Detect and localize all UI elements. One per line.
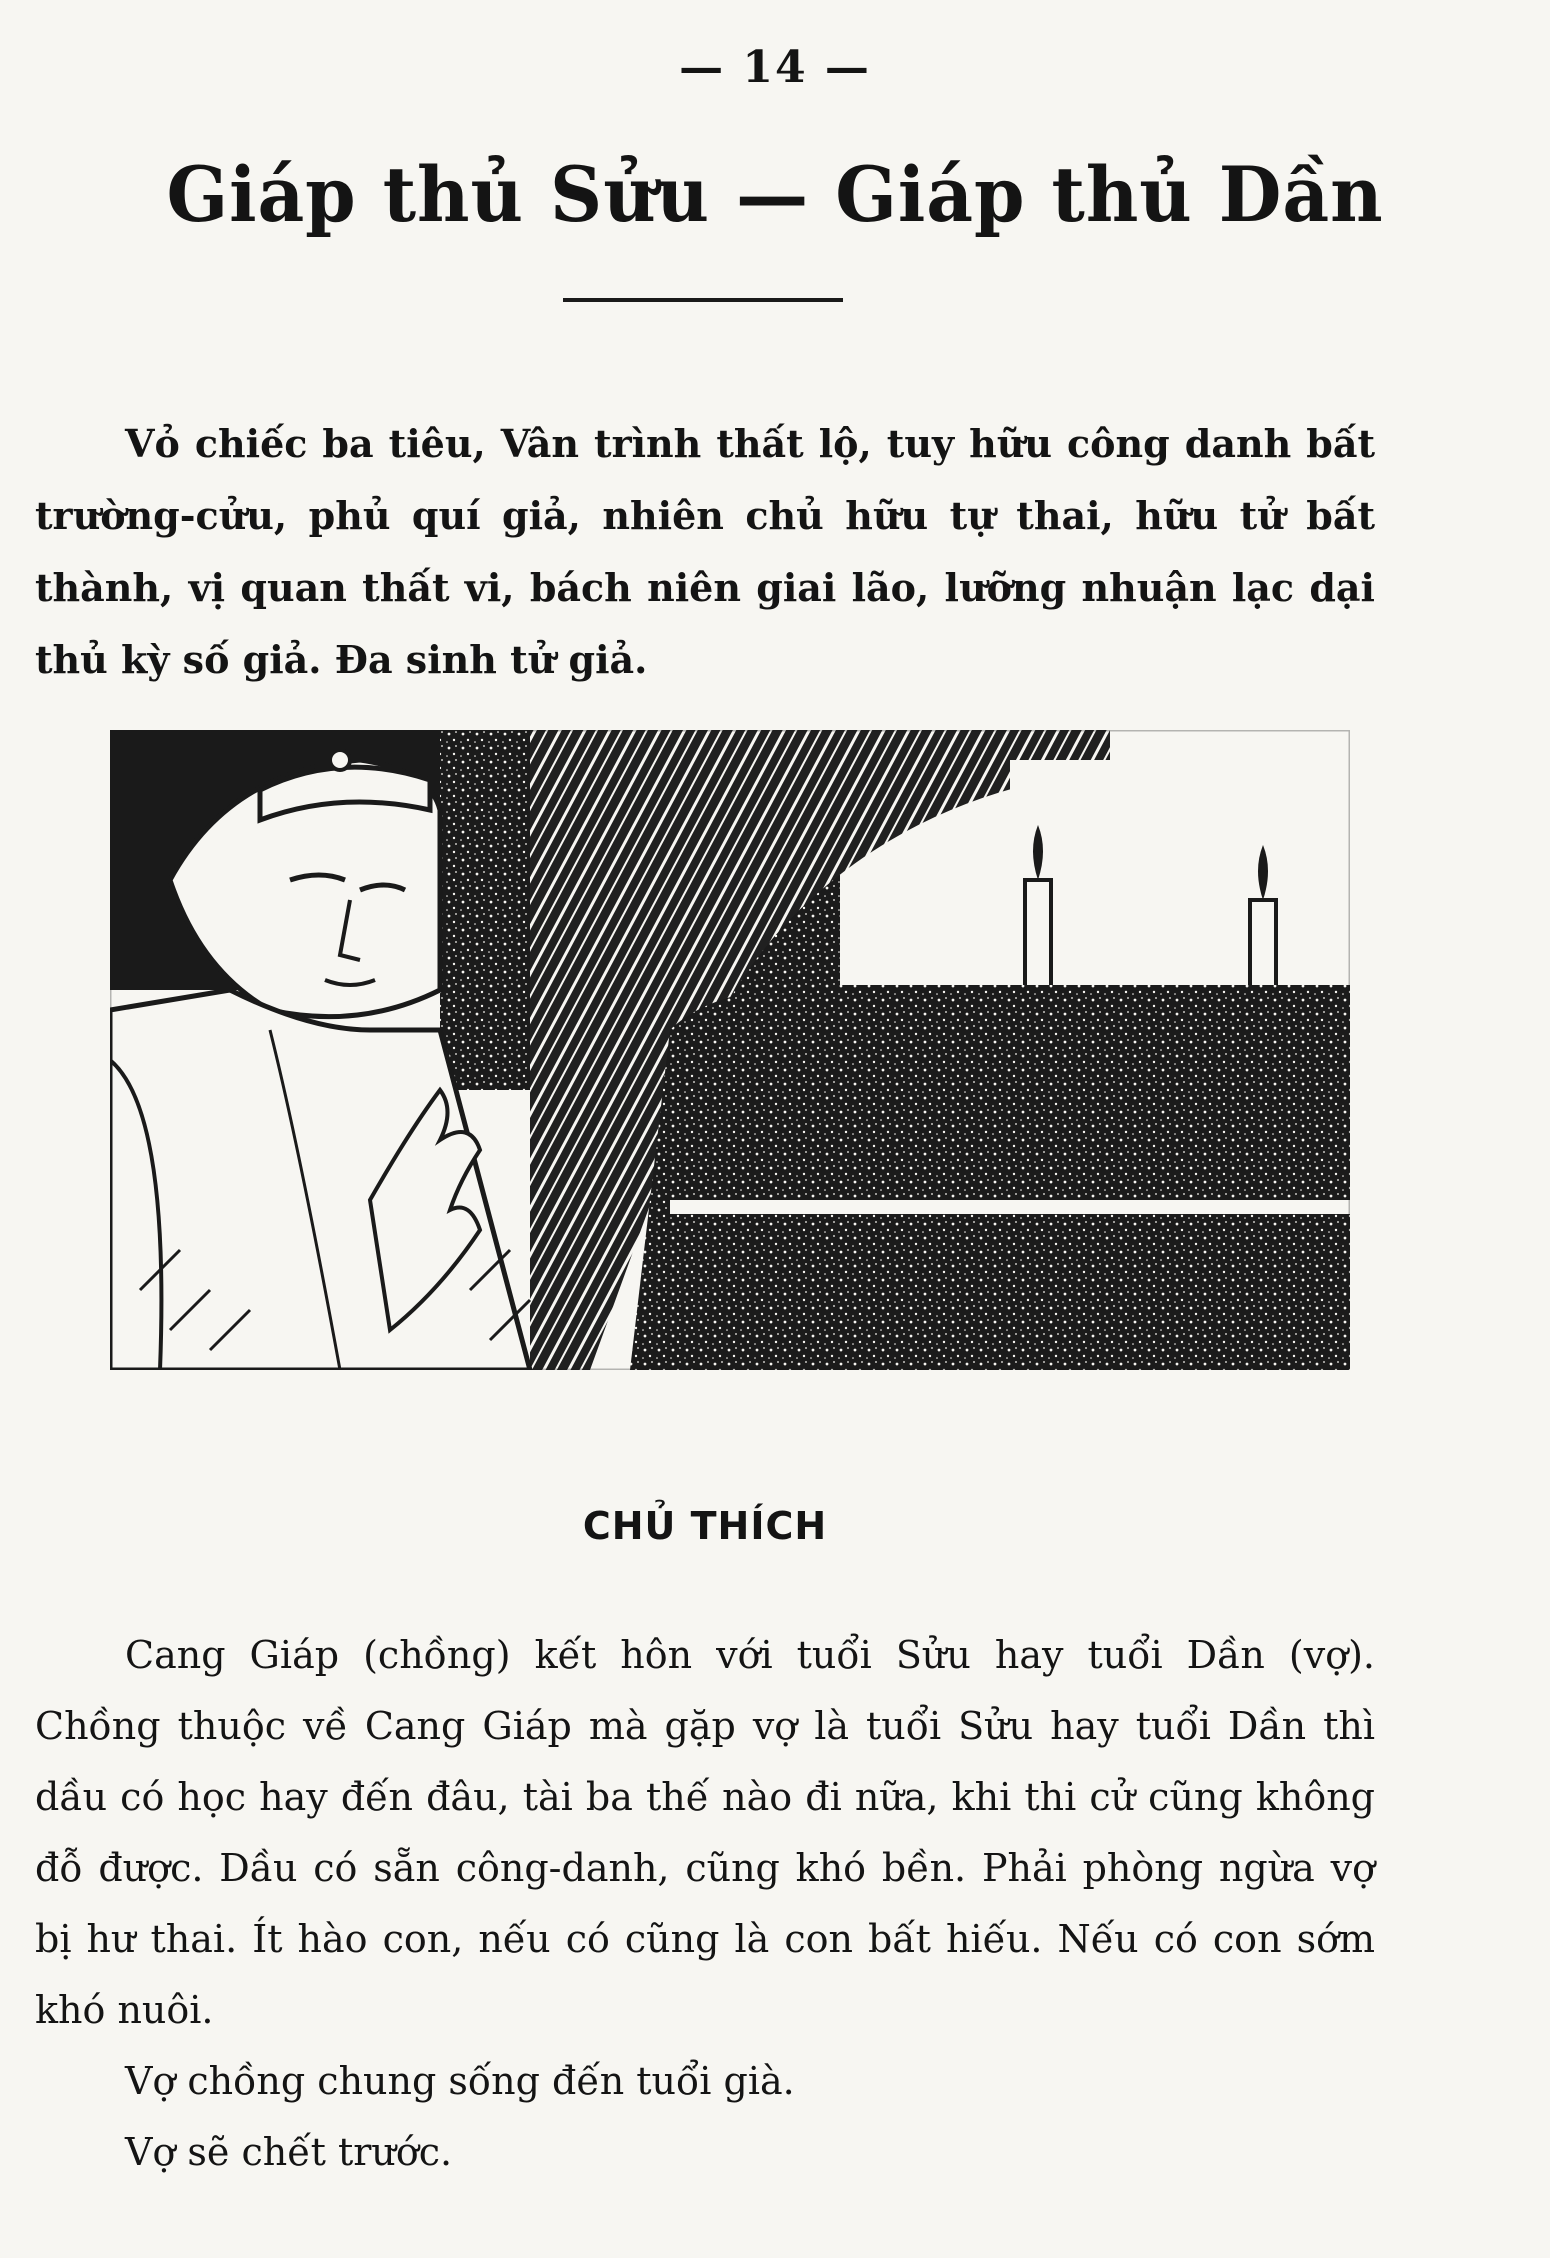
woodcut-illustration-icon — [110, 730, 1350, 1370]
page-title: Giáp thủ Sửu — Giáp thủ Dần — [166, 150, 1384, 239]
notes-line: Vợ sẽ chết trước. — [125, 2130, 453, 2174]
notes-body — [35, 1620, 1375, 2188]
verse-text: Vỏ chiếc ba tiêu, Vân trình thất lộ, tuy hữu công danh bất trường-cửu, phủ quí giả, nhiên chủ hữu tự thai, hữu tử bất thành, vị quan thất vi, bách niên giai lão, lưỡng nhuận lạc dại thủ kỳ số giả. Đa sinh tử giả. — [35, 421, 1375, 682]
title-divider — [563, 298, 843, 302]
notes-line: Vợ chồng chung sống đến tuổi già. — [125, 2059, 795, 2103]
notes-paragraph: Cang Giáp (chồng) kết hôn với tuổi Sửu hay tuổi Dần (vợ). Chồng thuộc về Cang Giáp mà gặp vợ là tuổi Sửu hay tuổi Dần thì dầu có học hay đến đâu, tài ba thế nào đi nữa, khi thi cử cũng không đỗ được. Dầu có sẵn công-danh, cũng khó bền. Phải phòng ngừa vợ bị hư thai. Ít hào con, nếu có cũng là con bất hiếu. Nếu có con sớm khó nuôi. — [35, 1633, 1375, 2032]
notes-heading: CHỦ THÍCH — [582, 1504, 828, 1548]
page-number: — 14 — — [679, 42, 871, 93]
